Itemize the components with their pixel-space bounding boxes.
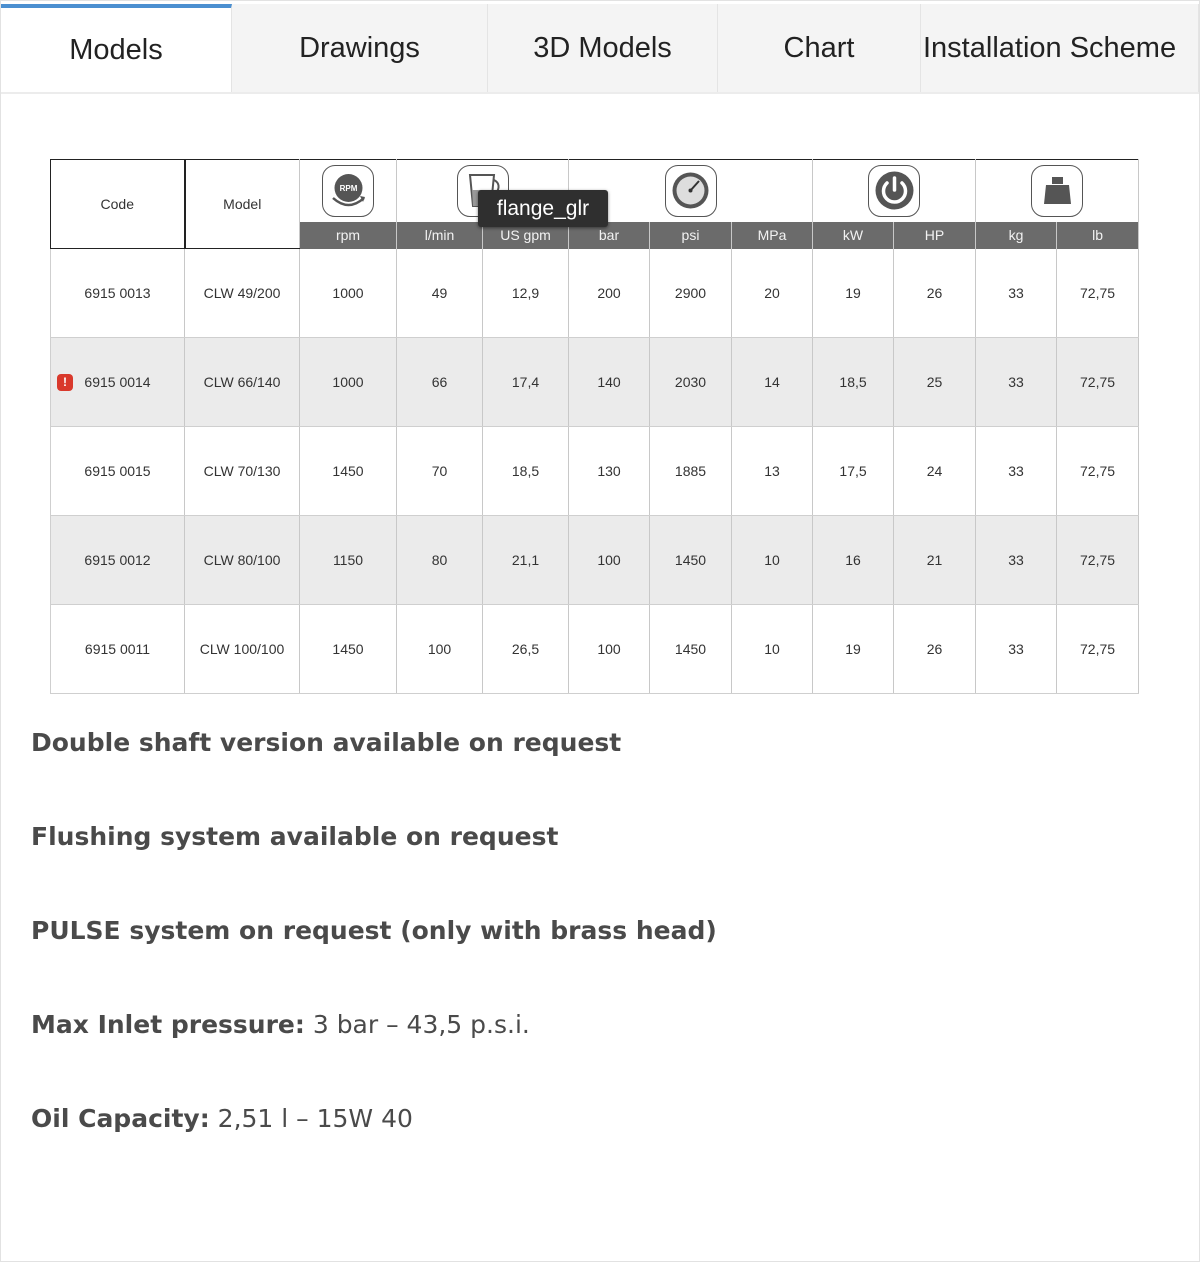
usgpm-cell: 26,5: [483, 605, 569, 694]
header-model: Model: [185, 160, 300, 249]
notes-section: [31, 728, 1031, 1198]
bar-cell: 100: [569, 605, 650, 694]
tab-drawings[interactable]: Drawings: [232, 4, 488, 92]
lmin-cell: 70: [397, 427, 483, 516]
warning-icon[interactable]: !: [57, 374, 73, 391]
code-cell: 6915 0011: [51, 605, 185, 694]
mpa-cell: 20: [732, 249, 813, 338]
unit-psi: psi: [650, 222, 732, 248]
table-row[interactable]: [51, 427, 1139, 516]
unit-lmin: l/min: [397, 222, 483, 248]
rpm-cell: 1150: [300, 516, 397, 605]
rpm-icon: [322, 165, 374, 217]
hp-cell: 24: [894, 427, 976, 516]
bar-cell: 200: [569, 249, 650, 338]
unit-kw: kW: [813, 222, 894, 248]
note-oil-capacity: [31, 1104, 1031, 1198]
bar-cell: 140: [569, 338, 650, 427]
table-row[interactable]: [51, 338, 1139, 427]
lmin-cell: 49: [397, 249, 483, 338]
unit-usgpm: US gpm: [483, 222, 569, 248]
model-cell: CLW 100/100: [185, 605, 300, 694]
code-cell: 6915 0013: [51, 249, 185, 338]
kw-cell: 18,5: [813, 338, 894, 427]
kw-cell: 16: [813, 516, 894, 605]
pressure-gauge-icon: [665, 165, 717, 217]
unit-kg: kg: [976, 222, 1057, 248]
table-row[interactable]: [51, 605, 1139, 694]
kw-cell: 19: [813, 605, 894, 694]
hp-cell: 25: [894, 338, 976, 427]
note-pulse-text: PULSE system on request (only with brass head): [31, 916, 717, 945]
kg-cell: 33: [976, 427, 1057, 516]
tooltip: flange_glr: [478, 190, 608, 227]
tab-3d-models[interactable]: 3D Models: [488, 4, 718, 92]
kg-cell: 33: [976, 516, 1057, 605]
model-cell: CLW 66/140: [185, 338, 300, 427]
usgpm-cell: 21,1: [483, 516, 569, 605]
rpm-header: [300, 160, 397, 223]
usgpm-cell: 12,9: [483, 249, 569, 338]
mpa-cell: 14: [732, 338, 813, 427]
lb-cell: 72,75: [1057, 427, 1139, 516]
bar-cell: 100: [569, 516, 650, 605]
model-cell: CLW 80/100: [185, 516, 300, 605]
code-cell: [51, 338, 185, 427]
table-row[interactable]: [51, 249, 1139, 338]
psi-cell: 2900: [650, 249, 732, 338]
oil-capacity-label: Oil Capacity:: [31, 1104, 210, 1133]
psi-cell: 1450: [650, 605, 732, 694]
rpm-cell: 1000: [300, 338, 397, 427]
unit-bar: bar: [569, 222, 650, 248]
lmin-cell: 100: [397, 605, 483, 694]
lb-cell: 72,75: [1057, 605, 1139, 694]
code-cell: 6915 0015: [51, 427, 185, 516]
tab-chart[interactable]: Chart: [718, 4, 921, 92]
model-cell: CLW 70/130: [185, 427, 300, 516]
lmin-cell: 80: [397, 516, 483, 605]
rpm-icon-text: RPM: [339, 184, 357, 194]
kg-cell: 33: [976, 249, 1057, 338]
inlet-pressure-value: 3 bar – 43,5 p.s.i.: [304, 1010, 530, 1039]
unit-lb: lb: [1057, 222, 1139, 248]
kw-cell: 17,5: [813, 427, 894, 516]
rpm-cell: 1000: [300, 249, 397, 338]
rpm-cell: 1450: [300, 427, 397, 516]
unit-mpa: MPa: [732, 222, 813, 248]
models-table: [50, 159, 1139, 694]
note-inlet-pressure: [31, 1010, 1031, 1104]
mpa-cell: 10: [732, 605, 813, 694]
lb-cell: 72,75: [1057, 516, 1139, 605]
psi-cell: 1885: [650, 427, 732, 516]
table-row[interactable]: [51, 516, 1139, 605]
code-cell: 6915 0012: [51, 516, 185, 605]
note-double-shaft: [31, 728, 1031, 822]
tab-models[interactable]: Models: [1, 4, 232, 92]
kg-cell: 33: [976, 605, 1057, 694]
lb-cell: 72,75: [1057, 249, 1139, 338]
tab-installation-scheme[interactable]: Installation Scheme: [921, 4, 1199, 92]
hp-cell: 26: [894, 605, 976, 694]
mpa-cell: 10: [732, 516, 813, 605]
bar-cell: 130: [569, 427, 650, 516]
tab-bar: [1, 4, 1199, 92]
note-pulse: [31, 916, 1031, 1010]
power-icon: [868, 165, 920, 217]
hp-cell: 21: [894, 516, 976, 605]
unit-rpm: rpm: [300, 222, 397, 248]
note-flushing: [31, 822, 1031, 916]
mpa-cell: 13: [732, 427, 813, 516]
usgpm-cell: 18,5: [483, 427, 569, 516]
tab-divider: [1, 92, 1199, 94]
oil-capacity-value: 2,51 l – 15W 40: [209, 1104, 413, 1133]
lmin-cell: 66: [397, 338, 483, 427]
unit-hp: HP: [894, 222, 976, 248]
code-text: 6915 0014: [84, 374, 151, 390]
power-header: [813, 160, 976, 223]
lb-cell: 72,75: [1057, 338, 1139, 427]
header-code: Code: [51, 160, 185, 249]
psi-cell: 1450: [650, 516, 732, 605]
weight-icon: [1031, 165, 1083, 217]
inlet-pressure-label: Max Inlet pressure:: [31, 1010, 305, 1039]
kg-cell: 33: [976, 338, 1057, 427]
psi-cell: 2030: [650, 338, 732, 427]
kw-cell: 19: [813, 249, 894, 338]
model-cell: CLW 49/200: [185, 249, 300, 338]
hp-cell: 26: [894, 249, 976, 338]
note-flushing-text: Flushing system available on request: [31, 822, 559, 851]
usgpm-cell: 17,4: [483, 338, 569, 427]
note-double-shaft-text: Double shaft version available on request: [31, 728, 622, 757]
weight-header: [976, 160, 1139, 223]
rpm-cell: 1450: [300, 605, 397, 694]
